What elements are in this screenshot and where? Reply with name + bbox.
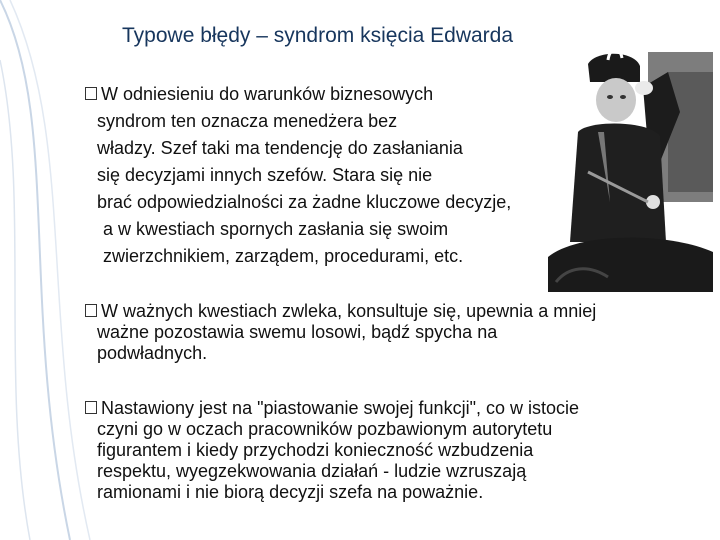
bullet-1-line-1: W odniesieniu do warunków biznesowych (101, 84, 434, 104)
bullet-1-line-2: syndrom ten oznacza menedżera bez (97, 111, 398, 131)
bullet-1-line-5: brać odpowiedzialności za żadne kluczowe decyzje, (97, 192, 512, 212)
bullet-2-line-1: W ważnych kwestiach zwleka, konsultuje się, upewnia a mniej (101, 301, 597, 321)
bullet-3-line-5: ramionami i nie biorą decyzji szefa na poważnie. (97, 482, 484, 502)
bullet-3-line-1: Nastawiony jest na "piastowanie swojej funkcji", co w istocie (101, 398, 579, 418)
decorative-curves (0, 0, 100, 540)
square-bullet-icon (85, 87, 97, 100)
bullet-3-line-3: figurantem i kiedy przychodzi konieczność wzbudzenia (97, 440, 534, 460)
bullet-3-line-2: czyni go w oczach pracowników pozbawionym autorytetu (97, 419, 553, 439)
saluting-figure-photo (548, 52, 713, 292)
square-bullet-icon (85, 401, 97, 414)
square-bullet-icon (85, 304, 97, 317)
bullet-2-line-3: podwładnych. (97, 343, 208, 363)
bullet-1-line-6: a w kwestiach spornych zasłania się swoim (103, 219, 449, 239)
bullet-3-line-4: respektu, wyegzekwowania działań - ludzie wzruszają (97, 461, 527, 481)
bullet-1-line-7: zwierzchnikiem, zarządem, procedurami, etc. (103, 246, 464, 266)
bullet-1-line-3: władzy. Szef taki ma tendencję do zasłaniania (97, 138, 463, 158)
slide-title: Typowe błędy – syndrom księcia Edwarda (122, 24, 514, 47)
bullet-2-line-2: ważne pozostawia swemu losowi, bądź spycha na (97, 322, 498, 342)
bullet-1-line-4: się decyzjami innych szefów. Stara się nie (97, 165, 433, 185)
